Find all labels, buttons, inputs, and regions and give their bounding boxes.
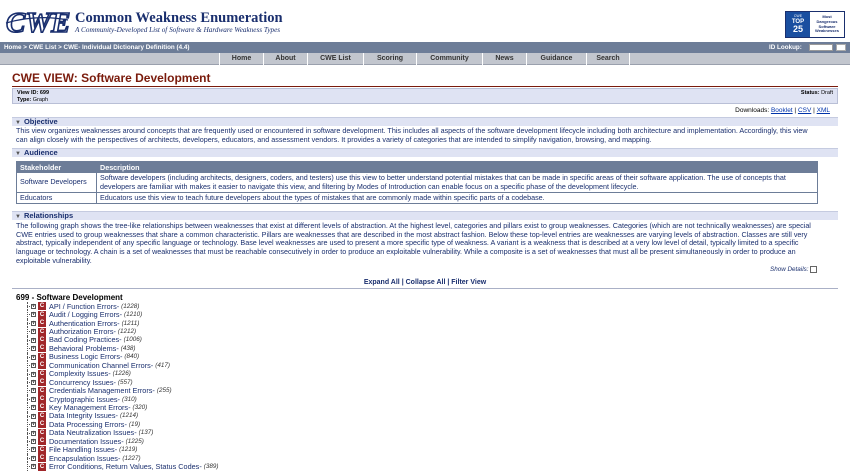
category-badge-icon: C [39, 463, 45, 470]
nav-scoring[interactable]: Scoring [363, 53, 416, 65]
tree-connector [24, 370, 38, 378]
col-stakeholder: Stakeholder [17, 162, 97, 173]
main-nav [0, 53, 850, 65]
expand-plus-icon[interactable]: + [32, 319, 35, 326]
download-csv-link[interactable]: CSV [797, 107, 812, 114]
site-title: Common Weakness Enumeration [75, 10, 283, 26]
tree-connector [24, 344, 38, 352]
expand-plus-icon[interactable]: + [32, 370, 35, 377]
expand-plus-icon[interactable]: + [32, 303, 35, 309]
tree-item-name[interactable]: Documentation Issues [49, 436, 122, 446]
expand-plus-icon[interactable]: + [32, 454, 35, 461]
tree-item-count: (1006) [123, 336, 142, 344]
tree-item-name[interactable]: API / Function Errors [49, 301, 117, 311]
tree-connector [24, 327, 38, 335]
tree-item[interactable]: + C Authorization Errors - (1212) [24, 327, 218, 335]
view-type: Type: Graph [17, 97, 49, 103]
category-badge-icon: C [39, 379, 45, 386]
tree-item[interactable]: + C Bad Coding Practices - (1006) [24, 336, 218, 344]
collapse-triangle-icon[interactable]: ▼ [15, 151, 21, 157]
category-badge-icon: C [39, 421, 45, 428]
tree-item[interactable]: + C Cryptographic Issues - (310) [24, 395, 218, 403]
category-badge-icon: C [39, 303, 45, 310]
tree-connector [24, 445, 38, 453]
category-badge-icon: C [39, 353, 45, 360]
nav-guidance[interactable]: Guidance [526, 53, 586, 65]
tree-item[interactable]: + C Credentials Management Errors - (255) [24, 386, 218, 394]
expand-plus-icon[interactable]: + [32, 378, 35, 385]
site-header [0, 0, 850, 42]
category-badge-icon: C [39, 311, 45, 318]
tree-item-name[interactable]: Behavioral Problems [49, 343, 117, 353]
tree-connector [24, 361, 38, 369]
tree-item-count: (840) [124, 353, 140, 361]
filter-view-link[interactable]: Filter View [451, 279, 487, 286]
expand-plus-icon[interactable]: + [32, 438, 35, 444]
tree-connector [24, 395, 38, 403]
expand-plus-icon[interactable]: + [32, 336, 35, 343]
show-details-checkbox[interactable] [810, 266, 817, 273]
tree-item-name[interactable]: Error Conditions, Return Values, Status Codes [49, 462, 200, 471]
breadcrumb: Home > CWE List > CWE- Individual Dictionary Definition (4.4) [4, 43, 190, 51]
tree-connector [24, 429, 38, 437]
table-header-row [17, 162, 818, 173]
breadcrumb-home[interactable]: Home [4, 43, 22, 51]
tree-item-name[interactable]: Business Logic Errors [49, 352, 120, 362]
tree-item-name[interactable]: File Handling Issues [49, 445, 115, 455]
tree-divider [12, 288, 838, 289]
tree-item-count: (1214) [119, 412, 139, 420]
svg-text:CWE: CWE [6, 7, 70, 36]
expand-plus-icon[interactable]: + [32, 421, 35, 428]
category-badge-icon: C [39, 455, 45, 462]
nav-community[interactable]: Community [416, 53, 482, 65]
tree-list [24, 302, 218, 471]
page-title: CWE VIEW: Software Development [12, 71, 211, 85]
tree-item-count: (1219) [119, 446, 138, 454]
tree-item-name[interactable]: Communication Channel Errors [49, 360, 151, 370]
tree-item[interactable]: + C Encapsulation Issues - (1227) [24, 454, 218, 462]
tree-item-name[interactable]: Data Processing Errors [49, 419, 125, 429]
table-row: Software Developers Software developers (including architects, designers, coders, and testers) use this view to better understand potential mistakes that can be made in specific areas of their software application. The use of concepts that developers are familiar with makes it easier to navigate this view, and filtering by Modes of Introduction can enable focus on a specific phase of the development lifecycle. [17, 173, 818, 193]
view-status: Status: Draft [800, 90, 833, 96]
tree-connector [24, 378, 38, 386]
audience-heading[interactable]: ▼ Audience [12, 148, 838, 157]
tree-connector [24, 403, 38, 411]
tree-item[interactable]: + C Behavioral Problems - (438) [24, 344, 218, 352]
tree-item-count: (1225) [125, 437, 144, 445]
id-lookup-label: ID Lookup: [769, 43, 802, 51]
show-details-label: Show Details: [770, 266, 809, 273]
collapse-triangle-icon[interactable]: ▼ [15, 214, 21, 220]
category-badge-icon: C [39, 446, 45, 453]
nav-home[interactable]: Home [219, 53, 263, 65]
site-subtitle: A Community-Developed List of Software & Hardware Weakness Types [75, 26, 281, 34]
objective-text: This view organizes weaknesses around concepts that are frequently used or encountered in software development. This includes all aspects of the software development lifecycle including both architecture and implementation. Accordingly, this view can align closely with the perspectives of architects, developers, educators, and assessment vendors. It provides a variety of categories that are intended to simplify navigation, browsing, and mapping. [16, 126, 808, 144]
tree-connector [24, 302, 38, 310]
expand-plus-icon[interactable]: + [32, 353, 35, 360]
tree-item[interactable]: + C Complexity Issues - (1226) [24, 370, 218, 378]
category-badge-icon: C [39, 320, 45, 327]
tree-item-count: (19) [128, 420, 141, 428]
breadcrumb-bar [0, 42, 850, 53]
tree-item-name[interactable]: Cryptographic Issues [49, 394, 118, 404]
tree-item-name[interactable]: Authorization Errors [49, 327, 114, 337]
top25-banner[interactable]: CWE TOP 25 Most Dangerous Software Weaknesses [785, 11, 845, 38]
audience-table [16, 161, 818, 204]
tree-connector [24, 319, 38, 327]
tree-item-count: (320) [132, 403, 148, 411]
tree-connector [24, 353, 38, 361]
download-booklet-link[interactable]: Booklet [770, 107, 793, 114]
expand-plus-icon[interactable]: + [32, 446, 35, 453]
tree-item-count: (255) [156, 387, 172, 395]
tree-item-count: (1227) [122, 454, 141, 462]
tree-item[interactable]: + C Data Neutralization Issues - (137) [24, 429, 218, 437]
tree-connector [24, 386, 38, 394]
breadcrumb-cwe-list[interactable]: CWE List [28, 43, 57, 51]
id-lookup-input[interactable] [809, 44, 833, 51]
title-divider [12, 86, 838, 87]
category-badge-icon: C [39, 336, 45, 343]
tree-item-count: (310) [121, 395, 137, 403]
tree-item[interactable]: + C Documentation Issues - (1225) [24, 437, 218, 445]
expand-plus-icon[interactable]: + [32, 345, 35, 352]
tree-item[interactable]: + C Audit / Logging Errors - (1210) [24, 310, 218, 318]
nav-news[interactable]: News [482, 53, 526, 65]
view-info-box [12, 88, 838, 104]
tree-item-count: (438) [120, 344, 136, 352]
tree-connector [24, 437, 38, 445]
nav-about[interactable]: About [263, 53, 307, 65]
download-xml-link[interactable]: XML [816, 107, 830, 114]
tree-item-name[interactable]: Bad Coding Practices [49, 335, 120, 345]
tree-item-name[interactable]: Key Management Errors [49, 402, 129, 412]
category-badge-icon: C [39, 345, 45, 352]
category-badge-icon: C [39, 429, 45, 436]
downloads: Downloads: Booklet | CSV | XML [735, 107, 830, 114]
tree-item[interactable]: + C Data Processing Errors - (19) [24, 420, 218, 428]
tree-item[interactable]: + C Concurrency Issues - (557) [24, 378, 218, 386]
expand-all-link[interactable]: Expand All [363, 279, 400, 286]
cwe-logo[interactable] [4, 6, 70, 36]
expand-plus-icon[interactable]: + [32, 404, 35, 411]
tree-connector [24, 454, 38, 462]
tree-item-count: (1226) [112, 370, 131, 378]
collapse-all-link[interactable]: Collapse All [405, 279, 446, 286]
tree-item[interactable]: + C Data Integrity Issues - (1214) [24, 412, 218, 420]
relationships-text: The following graph shows the tree-like relationships between weaknesses that exist at different levels of abstraction. At the highest level, categories and pillars exist to group weaknesses. Categories (which are not technically weaknesses) are special CWE entries used to group weaknesses that share a common characteristic. Pillars are weaknesses that are described in the most abstract fashion. Below these top-level entries are weaknesses are varying levels of abstraction. Classes are still very abstract, typically independent of any specific language or technology. Base level weaknesses are used to present a more specific type of weakness. A variant is a weakness that is described at a very low level of detail, typically limited to a specific language or technology. A chain is a set of weaknesses that must be reachable consecutively in order to produce an exploitable vulnerability. While a composite is a set of weaknesses that must all be present simultaneously in order to produce an exploitable vulnerability. [16, 221, 811, 265]
expand-plus-icon[interactable]: + [32, 362, 35, 369]
objective-heading[interactable]: ▼ Objective [12, 117, 838, 126]
expand-plus-icon[interactable]: + [32, 328, 35, 335]
tree-item[interactable]: + C File Handling Issues - (1219) [24, 445, 218, 453]
tree-item-name[interactable]: Data Integrity Issues [49, 411, 116, 421]
category-badge-icon: C [39, 362, 45, 369]
expand-plus-icon[interactable]: + [32, 395, 35, 402]
tree-connector [24, 462, 38, 470]
nav-cwe-list[interactable]: CWE List [307, 53, 363, 65]
tree-connector [24, 420, 38, 428]
tree-item-name[interactable]: Complexity Issues [49, 369, 109, 379]
collapse-triangle-icon[interactable]: ▼ [15, 120, 21, 126]
tree-connector [24, 310, 38, 318]
category-badge-icon: C [39, 412, 45, 419]
expand-plus-icon[interactable]: + [32, 311, 35, 318]
tree-connector [24, 336, 38, 344]
tree-item-count: (417) [155, 361, 170, 369]
expand-plus-icon[interactable]: + [32, 387, 35, 394]
tree-item-count: (389) [203, 463, 219, 471]
tree-item-name[interactable]: Data Neutralization Issues [49, 428, 135, 438]
tree-item-name[interactable]: Authentication Errors [49, 318, 118, 328]
tree-item[interactable]: + C Business Logic Errors - (840) [24, 353, 218, 361]
nav-search[interactable]: Search [586, 53, 630, 65]
tree-item-count: (1212) [117, 328, 137, 336]
expand-plus-icon[interactable]: + [32, 429, 35, 436]
table-row: Educators Educators use this view to teach future developers about the types of mistakes that are commonly made within specific parts of a codebase. [17, 193, 818, 204]
tree-item-name[interactable]: Credentials Management Errors [49, 386, 153, 396]
tree-item[interactable]: + C API / Function Errors - (1228) [24, 302, 218, 310]
tree-item-name[interactable]: Encapsulation Issues [49, 453, 118, 463]
expand-plus-icon[interactable]: + [32, 463, 35, 470]
tree-item[interactable]: + C Error Conditions, Return Values, Status Codes - (389) [24, 462, 218, 470]
tree-item-count: (1211) [121, 319, 140, 327]
tree-item[interactable]: + C Communication Channel Errors - (417) [24, 361, 218, 369]
expand-plus-icon[interactable]: + [32, 412, 35, 419]
tree-item-count: (1210) [124, 311, 143, 319]
category-badge-icon: C [39, 370, 45, 377]
category-badge-icon: C [39, 387, 45, 394]
tree-root: 699 - Software Development [16, 293, 123, 302]
view-id: View ID: 699 [17, 90, 49, 96]
tree-item-name[interactable]: Concurrency Issues [49, 377, 114, 387]
tree-connector [24, 412, 38, 420]
category-badge-icon: C [39, 438, 45, 445]
category-badge-icon: C [39, 396, 45, 403]
id-lookup-go-button[interactable] [836, 44, 846, 51]
relationships-heading[interactable]: ▼ Relationships [12, 211, 838, 220]
tree-item[interactable]: + C Key Management Errors - (320) [24, 403, 218, 411]
category-badge-icon: C [39, 404, 45, 411]
category-badge-icon: C [39, 328, 45, 335]
col-description: Description [97, 162, 818, 173]
tree-actions: Expand All | Collapse All | Filter View [363, 279, 487, 286]
tree-item-count: (557) [117, 378, 133, 386]
tree-item-name[interactable]: Audit / Logging Errors [49, 310, 120, 320]
tree-item-count: (1228) [121, 302, 140, 310]
tree-item[interactable]: + C Authentication Errors - (1211) [24, 319, 218, 327]
breadcrumb-current: CWE- Individual Dictionary Definition (4.4) [63, 43, 190, 51]
tree-item-count: (137) [138, 429, 154, 437]
